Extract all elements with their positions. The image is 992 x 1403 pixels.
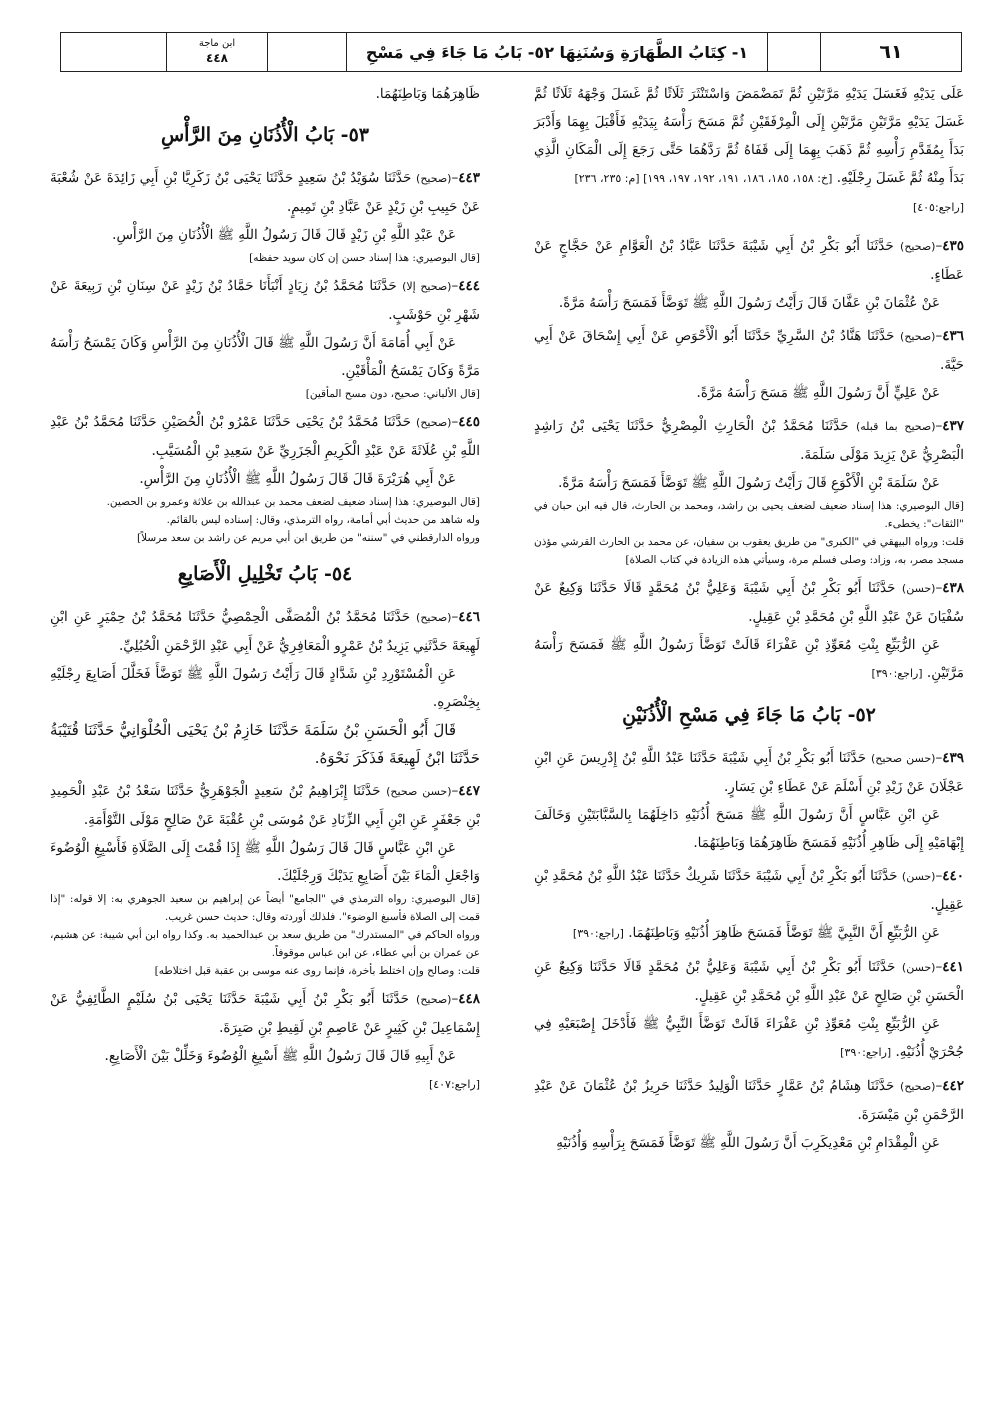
page-number: ٦١ <box>820 33 961 71</box>
hadith-grade: (حسن) <box>901 582 936 595</box>
hadith-grade: (صحيح) <box>416 172 452 185</box>
hadith-grade: (صحيح) <box>416 611 452 624</box>
hadith-number: ٤٣٧ <box>942 418 965 434</box>
left-column <box>50 80 480 1099</box>
hadith-number: ٤٤٦ <box>458 609 480 625</box>
footnote: ورواه الدارقطني في "سننه" من طريق ابن أبي مريم عن راشد بن سعد مرسلاً] <box>136 532 480 544</box>
reference: [راجع:٤٠٧] <box>428 1078 480 1091</box>
hadith-isnad: حَدَّثَنَا مُحَمَّدُ بْنُ الْمُصَفَّى الْحِمْصِيُّ حَدَّثَنَا مُحَمَّدُ بْنُ حِمْيَرٍ عَنِ ابْنِ لَهِيعَةَ حَدَّثَنِي يَزِيدُ بْنُ عَمْرٍو الْمَعَافِرِيُّ عَنْ أَبِي عَبْدِ الرَّحْمَنِ الْحُبُلِيِّ. <box>50 609 480 654</box>
hadith-grade: (حسن) <box>901 961 936 974</box>
hadith-text: عَلَى يَدَيْهِ فَغَسَلَ يَدَيْهِ مَرَّتَيْنِ ثُمَّ تَمَضْمَضَ وَاسْتَنْثَرَ ثَلَاثًا ثُمَّ غَسَلَ وَجْهَهُ ثَلَاثًا ثُمَّ غَسَلَ يَدَيْهِ مَرَّتَيْنِ مَرَّتَيْنِ إِلَى الْمِرْفَقَيْنِ ثُمَّ مَسَحَ رَأْسَهُ بِيَدَيْهِ فَأَقْبَلَ بِهِمَا وَأَدْبَرَ بَدَأَ بِمُقَدَّمِ رَأْسِهِ ثُمَّ ذَهَبَ بِهِمَا إِلَى قَفَاهُ ثُمَّ رَدَّهُمَا حَتَّى رَجَعَ إِلَى الْمَكَانِ الَّذِي بَدَأَ مِنْهُ ثُمَّ غَسَلَ رِجْلَيْهِ. <box>534 86 964 186</box>
paragraph <box>534 80 964 193</box>
hadith-isnad: حَدَّثَنَا أَبُو بَكْرِ بْنُ أَبِي شَيْبَةَ وَعَلِيُّ بْنُ مُحَمَّدٍ قَالَا حَدَّثَنَا وَكِيعٌ عَنْ سُفْيَانَ عَنْ عَبْدِ اللَّهِ بْنِ مُحَمَّدِ بْنِ عَقِيلٍ. <box>534 580 964 625</box>
hadith-448: ٤٤٨–(صحيح) حَدَّثَنَا أَبُو بَكْرِ بْنُ أَبِي شَيْبَةَ حَدَّثَنَا يَحْيَى بْنُ سُلَيْمٍ الطَّائِفِيُّ عَنْ إِسْمَاعِيلَ بْنِ كَثِيرٍ عَنْ عَاصِمِ بْنِ لَقِيطِ بْنِ صَبِرَةَ. <box>50 991 480 1036</box>
chapter-heading-54: ٥٤- بَابُ تَخْلِيلِ الْأَصَابِعِ <box>177 563 353 585</box>
hadith-number: ٤٣٥ <box>942 238 964 254</box>
source-reference <box>166 33 267 71</box>
reference: [راجع:٣٩٠] <box>840 1046 892 1059</box>
footnote: ورواه الحاكم في "المستدرك" من طريق سعد بن عبدالحميد به. وكذا رواه ابن أبي شيبة: عن هشيم، عن عمران بن أبي عطاء، عن ابن عباس موقوفاً. <box>50 929 480 959</box>
right-column <box>534 80 964 1157</box>
page-header <box>60 32 962 72</box>
reference-line <box>534 193 964 222</box>
footnote: [قال الألباني: صحيح، دون مسح المأقين] <box>305 388 480 400</box>
source-name: ابن ماجة <box>198 38 236 50</box>
footnote: قلت: وصالح وإن اختلط بأخرة، فإنما روى عنه موسى بن عقبة قبل اختلاطه] <box>154 965 480 977</box>
hadith-text: عَنِ الرُّبَيِّعِ بِنْتِ مُعَوِّذِ بْنِ عَفْرَاءَ قَالَتْ تَوَضَّأَ النَّبِيُّ ﷺ فَأَدْخَلَ إِصْبَعَيْهِ فِي جُحْرَيْ أُذُنَيْهِ. <box>534 1016 964 1060</box>
reference: [راجع:٣٩٠] <box>871 667 923 680</box>
hadith-matn: عَنْ عَلِيٍّ أَنَّ رَسُولَ اللَّهِ ﷺ مَسَحَ رَأْسَهُ مَرَّةً. <box>696 385 940 401</box>
hadith-grade: (حسن) <box>901 870 936 883</box>
spacer <box>534 222 964 232</box>
book-page <box>44 28 964 1388</box>
hadith-number: ٤٤٥ <box>458 414 480 430</box>
hadith-number: ٤٤١ <box>942 959 964 975</box>
reference-line <box>50 1070 480 1099</box>
hadith-matn <box>534 631 964 688</box>
chapter-heading-53: ٥٣- بَابُ الْأُذُنَانِ مِنَ الرَّأْسِ <box>160 124 369 146</box>
hadith-isnad: حَدَّثَنَا أَبُو بَكْرِ بْنُ أَبِي شَيْبَةَ حَدَّثَنَا شَرِيكٌ حَدَّثَنَا عَبْدُ اللَّهِ بْنُ مُحَمَّدِ بْنِ عَقِيلٍ. <box>534 868 964 913</box>
hadith-matn: عَنِ ابْنِ عَبَّاسٍ أَنَّ رَسُولَ اللَّهِ ﷺ مَسَحَ أُذُنَيْهِ دَاخِلَهُمَا بِالسَّبَّابَتَيْنِ وَخَالَفَ إِبْهَامَيْهِ إِلَى ظَاهِرِ أُذُنَيْهِ فَمَسَحَ ظَاهِرَهُمَا وَبَاطِنَهُمَا. <box>534 807 964 851</box>
hadith-grade: (صحيح) <box>900 240 936 253</box>
hadith-number: ٤٣٦ <box>942 328 964 344</box>
hadith-441: ٤٤١–(حسن) حَدَّثَنَا أَبُو بَكْرِ بْنُ أَبِي شَيْبَةَ وَعَلِيُّ بْنُ مُحَمَّدٍ قَالَا حَدَّثَنَا وَكِيعٌ عَنِ الْحَسَنِ بْنِ صَالِحٍ عَنْ عَبْدِ اللَّهِ بْنِ مُحَمَّدِ بْنِ عَقِيلٍ. <box>534 959 964 1004</box>
hadith-443: ٤٤٣–(صحيح) حَدَّثَنَا سُوَيْدُ بْنُ سَعِيدٍ حَدَّثَنَا يَحْيَى بْنُ زَكَرِيَّا بْنِ أَبِي زَائِدَةَ عَنْ شُعْبَةَ عَنْ حَبِيبِ بْنِ زَيْدٍ عَنْ عَبَّادِ بْنِ تَمِيمٍ. <box>50 170 480 215</box>
hadith-isnad: حَدَّثَنَا أَبُو بَكْرِ بْنُ أَبِي شَيْبَةَ حَدَّثَنَا عَبْدُ اللَّهِ بْنُ إِدْرِيسَ عَنِ ابْنِ عَجْلَانَ عَنْ زَيْدِ بْنِ أَسْلَمَ عَنْ عَطَاءِ بْنِ يَسَارٍ. <box>534 750 964 795</box>
hadith-grade: (صحيح) <box>416 993 452 1006</box>
hadith-matn: عَنِ الْمُسْتَوْرِدِ بْنِ شَدَّادٍ قَالَ رَأَيْتُ رَسُولَ اللَّهِ ﷺ تَوَضَّأَ فَخَلَّلَ أَصَابِعَ رِجْلَيْهِ بِخِنْصَرِهِ. <box>50 666 480 710</box>
chapter-heading-52: ٥٢- بَابُ مَا جَاءَ فِي مَسْحِ الْأُذُنَيْنِ <box>622 704 876 726</box>
hadith-isnad: حَدَّثَنَا مُحَمَّدُ بْنُ يَحْيَى حَدَّثَنَا عَمْرُو بْنُ الْحُصَيْنِ حَدَّثَنَا مُحَمَّدُ بْنُ عَبْدِ اللَّهِ بْنِ عُلَاثَةَ عَنْ عَبْدِ الْكَرِيمِ الْجَزَرِيِّ عَنْ سَعِيدِ بْنِ الْمُسَيَّبِ. <box>50 414 480 459</box>
hadith-text: عَنِ الرُّبَيِّعِ بِنْتِ مُعَوِّذِ بْنِ عَفْرَاءَ قَالَتْ تَوَضَّأَ رَسُولُ اللَّهِ ﷺ فَمَسَحَ رَأْسَهُ مَرَّتَيْنِ. <box>534 637 964 681</box>
footnote: [قال البوصيري: رواه الترمذي في "الجامع" أيضاً عن إبراهيم بن سعيد الجوهري به: إلا قوله: "إذا قمت إلى الصلاة فأسبغ الوضوء". فلذلك أوردته وقال: حديث حسن غريب. <box>50 893 480 923</box>
hadith-grade: (حسن صحيح) <box>870 752 936 765</box>
hadith-matn: عَنْ سَلَمَةَ بْنِ الْأَكْوَعِ قَالَ رَأَيْتُ رَسُولَ اللَّهِ ﷺ تَوَضَّأَ فَمَسَحَ رَأْسَهُ مَرَّةً. <box>558 475 940 491</box>
hadith-number: ٤٤٨ <box>458 991 480 1007</box>
hadith-isnad: حَدَّثَنَا مُحَمَّدُ بْنُ الْحَارِثِ الْمِصْرِيُّ حَدَّثَنَا يَحْيَى بْنُ رَاشِدٍ الْبَصْرِيُّ عَنْ يَزِيدَ مَوْلَى سَلَمَةَ. <box>534 418 964 463</box>
hadith-isnad: حَدَّثَنَا سُوَيْدُ بْنُ سَعِيدٍ حَدَّثَنَا يَحْيَى بْنُ زَكَرِيَّا بْنِ أَبِي زَائِدَةَ عَنْ شُعْبَةَ عَنْ حَبِيبِ بْنِ زَيْدٍ عَنْ عَبَّادِ بْنِ تَمِيمٍ. <box>50 170 480 215</box>
hadith-matn <box>534 919 964 948</box>
hadith-isnad: حَدَّثَنَا إِبْرَاهِيمُ بْنُ سَعِيدٍ الْجَوْهَرِيُّ حَدَّثَنَا سَعْدُ بْنُ عَبْدِ الْحَمِيدِ بْنِ جَعْفَرٍ عَنِ ابْنِ أَبِي الزِّنَادِ عَنْ مُوسَى بْنِ عُقْبَةَ عَنْ صَالِحٍ مَوْلَى التَّوْأَمَةِ. <box>50 783 480 828</box>
hadith-number: ٤٣٨ <box>942 580 964 596</box>
hadith-number: ٤٤٤ <box>458 278 480 294</box>
footnote: [قال البوصيري: هذا إسناد ضعيف لضعف محمد بن عبدالله بن علاثة وعمرو بن الحصين. <box>106 496 480 508</box>
footnote: [قال البوصيري: هذا إسناد ضعيف لضعف يحيى بن راشد، ومحمد بن الحارث، قال فيه ابن حبان في "الثقات": يخطىء. <box>534 500 964 530</box>
hadith-444: ٤٤٤–(صحيح إلا) حَدَّثَنَا مُحَمَّدُ بْنُ زِيَادٍ أَنْبَأَنَا حَمَّادُ بْنُ زَيْدٍ عَنْ سِنَانِ بْنِ رَبِيعَةَ عَنْ شَهْرِ بْنِ حَوْشَبٍ. <box>50 278 480 323</box>
hadith-isnad: حَدَّثَنَا أَبُو بَكْرِ بْنُ أَبِي شَيْبَةَ حَدَّثَنَا يَحْيَى بْنُ سُلَيْمٍ الطَّائِفِيُّ عَنْ إِسْمَاعِيلَ بْنِ كَثِيرٍ عَنْ عَاصِمِ بْنِ لَقِيطِ بْنِ صَبِرَةَ. <box>50 991 480 1036</box>
hadith-grade: (صحيح) <box>900 1080 936 1093</box>
reference: [راجع:٣٩٠] <box>572 927 624 940</box>
hadith-matn: عَنِ ابْنِ عَبَّاسٍ قَالَ قَالَ رَسُولُ اللَّهِ ﷺ إِذَا قُمْتَ إِلَى الصَّلَاةِ فَأَسْبِغِ الْوُضُوءَ وَاجْعَلِ الْمَاءَ بَيْنَ أَصَابِعِ يَدَيْكَ وَرِجْلَيْكَ. <box>50 840 480 884</box>
hadith-matn: عَنْ أَبِي هُرَيْرَةَ قَالَ قَالَ رَسُولُ اللَّهِ ﷺ الْأُذُنَانِ مِنَ الرَّأْسِ. <box>139 471 456 487</box>
header-cell-empty <box>767 33 820 71</box>
hadith-isnad: حَدَّثَنَا أَبُو بَكْرِ بْنُ أَبِي شَيْبَةَ وَعَلِيُّ بْنُ مُحَمَّدٍ قَالَا حَدَّثَنَا وَكِيعٌ عَنِ الْحَسَنِ بْنِ صَالِحٍ عَنْ عَبْدِ اللَّهِ بْنِ مُحَمَّدِ بْنِ عَقِيلٍ. <box>534 959 964 1004</box>
hadith-number: ٤٣٩ <box>942 750 964 766</box>
hadith-number: ٤٤٠ <box>942 868 964 884</box>
source-number: ٤٤٨ <box>206 50 228 65</box>
hadith-grade: (صحيح) <box>416 416 452 429</box>
hadith-isnad: حَدَّثَنَا هِشَامُ بْنُ عَمَّارٍ حَدَّثَنَا الْوَلِيدُ حَدَّثَنَا حَرِيزُ بْنُ عُثْمَانَ عَنْ عَبْدِ الرَّحْمَنِ بْنِ مَيْسَرَةَ. <box>534 1078 964 1123</box>
header-cell-empty <box>267 33 346 71</box>
hadith-text: عَنِ الرُّبَيِّعِ أَنَّ النَّبِيَّ ﷺ تَوَضَّأَ فَمَسَحَ ظَاهِرَ أُذُنَيْهِ وَبَاطِنَهُمَا. <box>628 925 940 941</box>
hadith-matn: عَنِ الْمِقْدَامِ بْنِ مَعْدِيكَرِبَ أَنَّ رَسُولَ اللَّهِ ﷺ تَوَضَّأَ فَمَسَحَ بِرَأْسِهِ وَأُذُنَيْهِ <box>556 1135 940 1151</box>
hadith-isnad: حَدَّثَنَا أَبُو بَكْرِ بْنُ أَبِي شَيْبَةَ حَدَّثَنَا عَبَّادُ بْنُ الْعَوَّامِ عَنْ حَجَّاجٍ عَنْ عَطَاءٍ. <box>534 238 964 283</box>
hadith-isnad: حَدَّثَنَا مُحَمَّدُ بْنُ زِيَادٍ أَنْبَأَنَا حَمَّادُ بْنُ زَيْدٍ عَنْ سِنَانِ بْنِ رَبِيعَةَ عَنْ شَهْرِ بْنِ حَوْشَبٍ. <box>50 278 480 323</box>
hadith-446: ٤٤٦–(صحيح) حَدَّثَنَا مُحَمَّدُ بْنُ الْمُصَفَّى الْحِمْصِيُّ حَدَّثَنَا مُحَمَّدُ بْنُ حِمْيَرٍ عَنِ ابْنِ لَهِيعَةَ حَدَّثَنِي يَزِيدُ بْنُ عَمْرٍو الْمَعَافِرِيُّ عَنْ أَبِي عَبْدِ الرَّحْمَنِ الْحُبُلِيِّ. <box>50 609 480 654</box>
footnote: قلت: ورواه البيهقي في "الكبرى" من طريق يعقوب بن سفيان، عن محمد بن الحارث القرشي مؤذن مسجد مصر، به، وزاد: وصلى فسلم مرة، وسيأتي هذه الزيادة في كتاب الصلاة] <box>534 536 964 566</box>
hadith-extra: قَالَ أَبُو الْحَسَنِ بْنُ سَلَمَةَ حَدَّثَنَا خَازِمُ بْنُ يَحْيَى الْحُلْوَانِيُّ حَدَّثَنَا قُتَيْبَةُ حَدَّثَنَا ابْنُ لَهِيعَةَ فَذَكَرَ نَحْوَهُ. <box>50 721 480 767</box>
hadith-matn <box>534 1010 964 1067</box>
running-title: ١- كِتَابُ الطَّهَارَةِ وَسُنَنِهَا ٥٢- بَابُ مَا جَاءَ فِي مَسْحِ <box>346 33 767 71</box>
hadith-440: ٤٤٠–(حسن) حَدَّثَنَا أَبُو بَكْرِ بْنُ أَبِي شَيْبَةَ حَدَّثَنَا شَرِيكٌ حَدَّثَنَا عَبْدُ اللَّهِ بْنُ مُحَمَّدِ بْنِ عَقِيلٍ. <box>534 868 964 913</box>
header-cell-empty <box>61 33 166 71</box>
hadith-442: ٤٤٢–(صحيح) حَدَّثَنَا هِشَامُ بْنُ عَمَّارٍ حَدَّثَنَا الْوَلِيدُ حَدَّثَنَا حَرِيزُ بْنُ عُثْمَانَ عَنْ عَبْدِ الرَّحْمَنِ بْنِ مَيْسَرَةَ. <box>534 1078 964 1123</box>
hadith-grade: (حسن صحيح) <box>386 785 452 798</box>
hadith-number: ٤٤٧ <box>458 783 480 799</box>
hadith-matn: عَنْ أَبِي أُمَامَةَ أَنَّ رَسُولَ اللَّهِ ﷺ قَالَ الْأُذُنَانِ مِنَ الرَّأْسِ وَكَانَ يَمْسَحُ رَأْسَهُ مَرَّةً وَكَانَ يَمْسَحُ الْمَأْقَيْنِ. <box>50 335 480 379</box>
hadith-grade: (صحيح إلا) <box>402 280 452 293</box>
reference: [خ: ١٥٨، ١٨٥، ١٨٦، ١٩١، ١٩٢، ١٩٧، ١٩٩] [م: ٢٣٥، ٢٣٦] <box>574 172 833 185</box>
hadith-grade: (صحيح بما قبله) <box>855 420 936 433</box>
paragraph: ظَاهِرَهُمَا وَبَاطِنَهُمَا. <box>375 86 480 102</box>
reference: [راجع:٤٠٥] <box>912 201 964 214</box>
hadith-436: ٤٣٦–(صحيح) حَدَّثَنَا هَنَّادُ بْنُ السَّرِيِّ حَدَّثَنَا أَبُو الْأَحْوَصِ عَنْ أَبِي إِسْحَاقَ عَنْ أَبِي حَيَّةَ. <box>534 328 964 373</box>
hadith-437: ٤٣٧–(صحيح بما قبله) حَدَّثَنَا مُحَمَّدُ بْنُ الْحَارِثِ الْمِصْرِيُّ حَدَّثَنَا يَحْيَى بْنُ رَاشِدٍ الْبَصْرِيُّ عَنْ يَزِيدَ مَوْلَى سَلَمَةَ. <box>534 418 965 463</box>
hadith-number: ٤٤٢ <box>942 1078 964 1094</box>
hadith-number: ٤٤٣ <box>458 170 480 186</box>
hadith-438: ٤٣٨–(حسن) حَدَّثَنَا أَبُو بَكْرِ بْنُ أَبِي شَيْبَةَ وَعَلِيُّ بْنُ مُحَمَّدٍ قَالَا حَدَّثَنَا وَكِيعٌ عَنْ سُفْيَانَ عَنْ عَبْدِ اللَّهِ بْنِ مُحَمَّدِ بْنِ عَقِيلٍ. <box>534 580 964 625</box>
hadith-445: ٤٤٥–(صحيح) حَدَّثَنَا مُحَمَّدُ بْنُ يَحْيَى حَدَّثَنَا عَمْرُو بْنُ الْحُصَيْنِ حَدَّثَنَا مُحَمَّدُ بْنُ عَبْدِ اللَّهِ بْنِ عُلَاثَةَ عَنْ عَبْدِ الْكَرِيمِ الْجَزَرِيِّ عَنْ سَعِيدِ بْنِ الْمُسَيَّبِ. <box>50 414 480 459</box>
hadith-435: ٤٣٥–(صحيح) حَدَّثَنَا أَبُو بَكْرِ بْنُ أَبِي شَيْبَةَ حَدَّثَنَا عَبَّادُ بْنُ الْعَوَّامِ عَنْ حَجَّاجٍ عَنْ عَطَاءٍ. <box>534 238 964 283</box>
hadith-439: ٤٣٩–(حسن صحيح) حَدَّثَنَا أَبُو بَكْرِ بْنُ أَبِي شَيْبَةَ حَدَّثَنَا عَبْدُ اللَّهِ بْنُ إِدْرِيسَ عَنِ ابْنِ عَجْلَانَ عَنْ زَيْدِ بْنِ أَسْلَمَ عَنْ عَطَاءِ بْنِ يَسَارٍ. <box>534 750 964 795</box>
footnote: وله شاهد من حديث أبي أمامة، رواه الترمذي، وقال: إسناده ليس بالقائم. <box>166 514 480 526</box>
hadith-isnad: حَدَّثَنَا هَنَّادُ بْنُ السَّرِيِّ حَدَّثَنَا أَبُو الْأَحْوَصِ عَنْ أَبِي إِسْحَاقَ عَنْ أَبِي حَيَّةَ. <box>534 328 964 373</box>
hadith-matn: عَنْ أَبِيهِ قَالَ قَالَ رَسُولُ اللَّهِ ﷺ أَسْبِغِ الْوُضُوءَ وَخَلِّلْ بَيْنَ الْأَصَابِعِ. <box>104 1048 456 1064</box>
hadith-grade: (صحيح) <box>900 330 936 343</box>
hadith-matn: عَنْ عَبْدِ اللَّهِ بْنِ زَيْدٍ قَالَ قَالَ رَسُولُ اللَّهِ ﷺ الْأُذُنَانِ مِنَ الرَّأْسِ. <box>112 227 456 243</box>
hadith-447: ٤٤٧–(حسن صحيح) حَدَّثَنَا إِبْرَاهِيمُ بْنُ سَعِيدٍ الْجَوْهَرِيُّ حَدَّثَنَا سَعْدُ بْنُ عَبْدِ الْحَمِيدِ بْنِ جَعْفَرٍ عَنِ ابْنِ أَبِي الزِّنَادِ عَنْ مُوسَى بْنِ عُقْبَةَ عَنْ صَالِحٍ مَوْلَى التَّوْأَمَةِ. <box>50 783 480 828</box>
footnote: [قال البوصيري: هذا إسناد حسن إن كان سويد حفظه] <box>249 252 480 264</box>
hadith-matn: عَنْ عُثْمَانَ بْنِ عَفَّانَ قَالَ رَأَيْتُ رَسُولَ اللَّهِ ﷺ تَوَضَّأَ فَمَسَحَ رَأْسَهُ مَرَّةً. <box>558 295 940 311</box>
